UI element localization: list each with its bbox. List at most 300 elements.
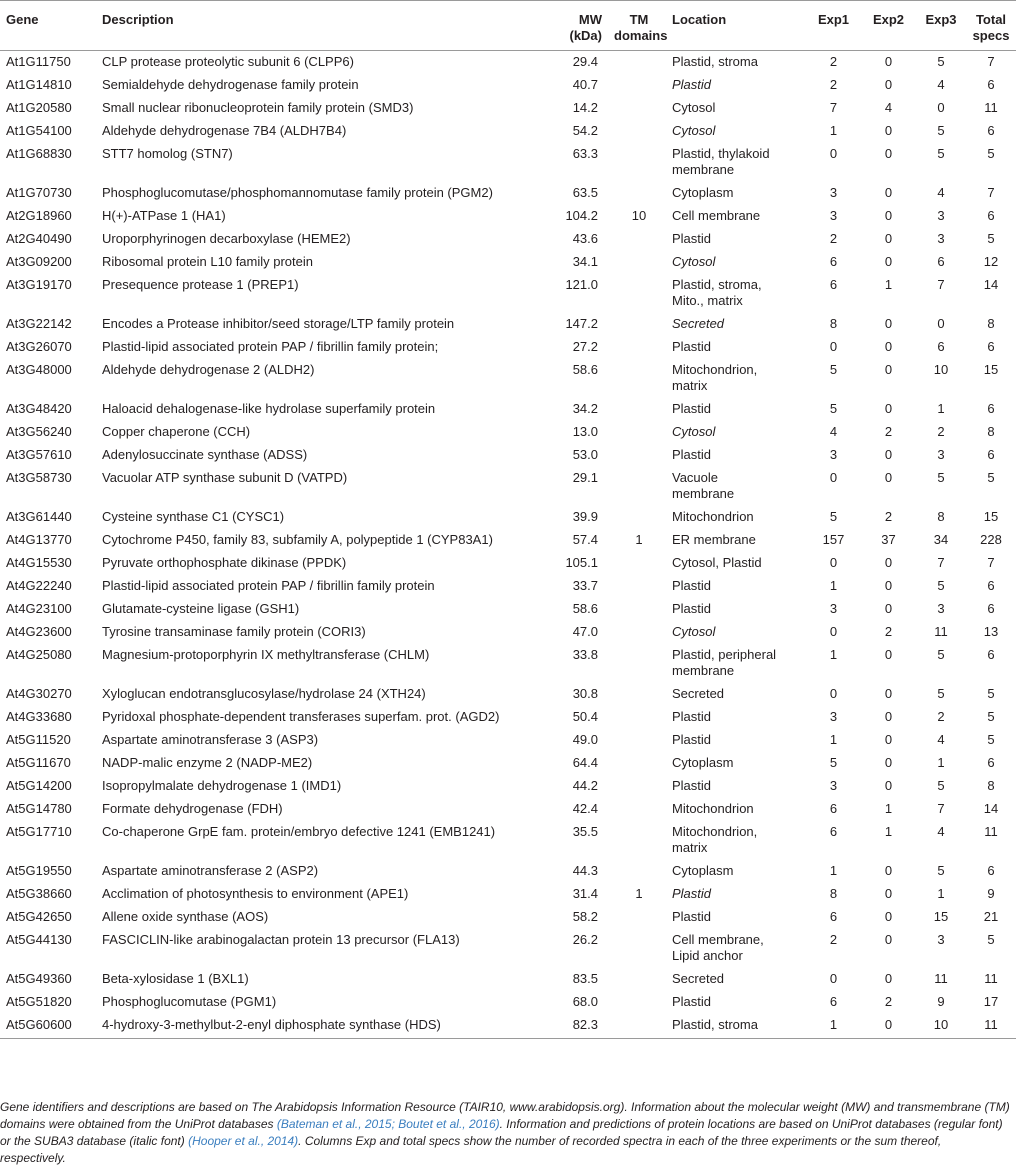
gene-id-cell: At3G57610	[6, 447, 72, 462]
location-cell	[668, 821, 806, 860]
location-cell	[668, 182, 806, 205]
table-row	[0, 683, 1016, 706]
total-specs-cell: 5	[987, 732, 995, 747]
exp3-cell: 9	[937, 994, 945, 1009]
mw-cell: 49.0	[572, 732, 598, 747]
exp1-cell: 1	[829, 863, 838, 878]
description-cell: Formate dehydrogenase (FDH)	[102, 801, 283, 816]
exp1-cell: 0	[829, 971, 838, 986]
description-cell: Aldehyde dehydrogenase 7B4 (ALDH7B4)	[102, 123, 347, 138]
location-line-1: Plastid	[672, 994, 712, 1009]
total-specs-cell: 14	[983, 801, 999, 816]
mw-cell: 34.1	[572, 254, 598, 269]
exp1-cell: 157	[822, 532, 845, 547]
exp3-cell: 4	[937, 77, 945, 92]
exp1-cell: 3	[829, 185, 838, 200]
location-cell	[668, 228, 806, 251]
gene-id-cell: At2G40490	[6, 231, 72, 246]
mw-cell: 147.2	[565, 316, 598, 331]
exp1-cell: 5	[829, 362, 838, 377]
total-specs-cell: 6	[987, 401, 995, 416]
mw-cell: 58.6	[572, 362, 598, 377]
location-text	[672, 447, 711, 462]
exp2-cell: 0	[884, 971, 893, 986]
table-row	[0, 729, 1016, 752]
mw-cell: 39.9	[572, 509, 598, 524]
table-row	[0, 506, 1016, 529]
location-cell	[668, 621, 806, 644]
description-cell: Acclimation of photosynthesis to environment (APE1)	[102, 886, 409, 901]
tm-domains-cell	[610, 421, 668, 444]
exp1-cell: 6	[829, 994, 838, 1009]
location-line-1: Plastid, stroma	[672, 1017, 758, 1032]
description-cell: Plastid-lipid associated protein PAP / fibrillin family protein;	[102, 339, 439, 354]
location-cell	[668, 97, 806, 120]
tm-domains-cell	[610, 1014, 668, 1039]
description-cell: Aspartate aminotransferase 2 (ASP2)	[102, 863, 319, 878]
location-line-1: Secreted	[672, 971, 725, 986]
table-row	[0, 467, 1016, 506]
mw-cell: 63.3	[572, 146, 598, 161]
exp2-cell: 37	[881, 532, 896, 547]
tm-domains-cell	[610, 968, 668, 991]
location-text	[672, 601, 711, 616]
exp1-cell: 0	[829, 146, 838, 161]
mw-cell: 31.4	[572, 886, 598, 901]
gene-id-cell: At3G48000	[6, 362, 72, 377]
tm-domains-cell	[610, 552, 668, 575]
location-cell	[668, 575, 806, 598]
exp3-cell: 4	[937, 732, 945, 747]
gene-id-cell: At5G49360	[6, 971, 72, 986]
total-specs-cell: 5	[987, 231, 995, 246]
exp3-cell: 4	[937, 185, 945, 200]
exp3-cell: 5	[937, 123, 945, 138]
exp1-cell: 2	[829, 54, 838, 69]
mw-cell: 42.4	[572, 801, 598, 816]
exp2-cell: 0	[884, 909, 893, 924]
exp1-cell: 3	[829, 778, 838, 793]
location-cell	[668, 968, 806, 991]
location-line-1: Cytosol	[672, 624, 716, 639]
footnote-reference-1[interactable]: (Bateman et al., 2015; Boutet et al., 2016)	[276, 1117, 500, 1131]
exp2-cell: 1	[884, 801, 893, 816]
table-row	[0, 821, 1016, 860]
location-text	[672, 362, 757, 393]
location-text	[672, 886, 711, 901]
total-specs-cell: 6	[987, 339, 995, 354]
description-cell: Adenylosuccinate synthase (ADSS)	[102, 447, 308, 462]
mw-cell: 27.2	[572, 339, 598, 354]
exp1-cell: 3	[829, 208, 838, 223]
location-line-2: Mito., matrix	[672, 293, 743, 308]
total-specs-cell: 8	[987, 778, 995, 793]
exp2-cell: 0	[884, 231, 893, 246]
exp3-cell: 5	[937, 146, 945, 161]
location-line-1: Plastid	[672, 77, 712, 92]
location-line-1: Plastid	[672, 886, 712, 901]
gene-id-cell: At4G22240	[6, 578, 72, 593]
gene-id-cell: At1G20580	[6, 100, 72, 115]
tm-domains-cell	[610, 821, 668, 860]
location-line-1: Cytosol, Plastid	[672, 555, 762, 570]
table-footnote	[0, 1099, 1010, 1167]
table-row	[0, 205, 1016, 228]
location-cell	[668, 644, 806, 683]
exp1-cell: 6	[829, 277, 838, 292]
table-row	[0, 929, 1016, 968]
exp2-cell: 0	[884, 316, 893, 331]
location-line-1: Plastid	[672, 447, 712, 462]
exp2-cell: 0	[884, 932, 893, 947]
location-line-1: Plastid	[672, 601, 712, 616]
footnote-text-3: . Columns Exp and total specs show the number of recorded spectra in each of the three experiments or the sum thereof, respectively.	[0, 1134, 942, 1165]
exp1-cell: 2	[829, 77, 838, 92]
mw-cell: 44.3	[572, 863, 598, 878]
total-specs-cell: 5	[987, 146, 995, 161]
table-row	[0, 74, 1016, 97]
location-text	[672, 54, 758, 69]
exp1-cell: 8	[829, 316, 838, 331]
exp2-cell: 0	[884, 339, 893, 354]
location-text	[672, 732, 711, 747]
exp3-cell: 5	[937, 863, 945, 878]
exp2-cell: 0	[884, 578, 893, 593]
location-cell	[668, 251, 806, 274]
exp3-cell: 11	[934, 971, 948, 986]
exp2-cell: 0	[884, 601, 893, 616]
table-row	[0, 552, 1016, 575]
description-cell: Tyrosine transaminase family protein (CORI3)	[102, 624, 366, 639]
location-line-2: membrane	[672, 486, 735, 501]
exp3-cell: 4	[937, 824, 945, 839]
location-line-1: Cell membrane,	[672, 932, 764, 947]
location-line-1: ER membrane	[672, 532, 756, 547]
exp3-cell: 10	[933, 362, 949, 377]
location-cell	[668, 752, 806, 775]
location-line-1: Mitochondrion,	[672, 362, 758, 377]
tm-domains-cell: 1	[635, 886, 643, 901]
location-cell	[668, 313, 806, 336]
exp3-cell: 6	[937, 254, 945, 269]
total-specs-cell: 8	[987, 316, 995, 331]
location-text	[672, 231, 711, 246]
exp1-cell: 6	[829, 254, 838, 269]
description-cell: Presequence protease 1 (PREP1)	[102, 277, 299, 292]
mw-cell: 54.2	[572, 123, 598, 138]
table-row	[0, 621, 1016, 644]
tm-domains-cell	[610, 274, 668, 313]
location-line-1: Plastid	[672, 709, 712, 724]
description-cell: Copper chaperone (CCH)	[102, 424, 251, 439]
location-line-1: Plastid, stroma,	[672, 277, 762, 292]
exp1-cell: 5	[829, 509, 838, 524]
gene-id-cell: At5G51820	[6, 994, 72, 1009]
tm-domains-cell	[610, 929, 668, 968]
description-cell: Plastid-lipid associated protein PAP / fibrillin family protein	[102, 578, 435, 593]
exp3-cell: 7	[937, 277, 945, 292]
exp3-cell: 15	[933, 909, 949, 924]
mw-cell: 13.0	[572, 424, 598, 439]
gene-id-cell: At4G23100	[6, 601, 72, 616]
location-cell	[668, 336, 806, 359]
gene-id-cell: At1G54100	[6, 123, 72, 138]
location-text	[672, 909, 711, 924]
exp1-cell: 1	[829, 647, 838, 662]
exp2-cell: 0	[884, 555, 893, 570]
exp2-cell: 0	[861, 1014, 916, 1039]
exp2-cell: 1	[884, 824, 893, 839]
location-line-1: Plastid	[672, 909, 712, 924]
description-cell: Ribosomal protein L10 family protein	[102, 254, 313, 269]
exp2-cell: 0	[884, 54, 893, 69]
location-line-1: Mitochondrion,	[672, 824, 758, 839]
location-text	[672, 424, 715, 439]
gene-id-cell: At3G09200	[6, 254, 72, 269]
location-cell	[668, 775, 806, 798]
description-cell: Xyloglucan endotransglucosylase/hydrolase 24 (XTH24)	[102, 686, 426, 701]
gene-id-cell: At4G23600	[6, 624, 72, 639]
mw-cell: 47.0	[572, 624, 598, 639]
location-text	[672, 932, 764, 963]
total-specs-cell: 11	[984, 824, 998, 839]
location-text	[672, 185, 733, 200]
table-row	[0, 398, 1016, 421]
gene-id-cell: At3G58730	[6, 470, 72, 485]
description-cell: Magnesium-protoporphyrin IX methyltransferase (CHLM)	[102, 647, 430, 662]
exp3-cell: 5	[937, 686, 945, 701]
location-cell	[668, 860, 806, 883]
table-row	[0, 706, 1016, 729]
description-cell: FASCICLIN-like arabinogalactan protein 13 precursor (FLA13)	[102, 932, 460, 947]
location-cell	[668, 398, 806, 421]
location-cell	[668, 552, 806, 575]
description-cell: Pyruvate orthophosphate dikinase (PPDK)	[102, 555, 347, 570]
total-specs-cell: 6	[987, 755, 995, 770]
gene-id-cell: At5G60600	[0, 1014, 98, 1039]
exp1-cell: 0	[829, 686, 838, 701]
exp3-cell: 7	[937, 801, 945, 816]
location-line-1: Cytoplasm	[672, 755, 734, 770]
tm-domains-cell: 1	[635, 532, 643, 547]
exp3-cell: 34	[933, 532, 949, 547]
tm-domains-cell	[610, 51, 668, 75]
exp2-cell: 2	[884, 624, 893, 639]
mw-cell: 58.2	[572, 909, 598, 924]
exp3-cell: 5	[937, 647, 945, 662]
tm-domains-cell: 10	[631, 208, 647, 223]
mw-cell: 121.0	[565, 277, 598, 292]
exp3-cell: 5	[937, 578, 945, 593]
table-row	[0, 336, 1016, 359]
location-cell	[668, 598, 806, 621]
description-cell: Isopropylmalate dehydrogenase 1 (IMD1)	[102, 778, 342, 793]
description-cell: Allene oxide synthase (AOS)	[102, 909, 269, 924]
mw-cell: 33.7	[572, 578, 598, 593]
gene-id-cell: At3G26070	[6, 339, 72, 354]
location-cell	[668, 706, 806, 729]
location-line-1: Cell membrane	[672, 208, 761, 223]
total-specs-cell: 12	[983, 254, 999, 269]
table-row	[0, 143, 1016, 182]
exp2-cell: 4	[884, 100, 893, 115]
location-cell	[668, 1014, 806, 1039]
table-row	[0, 529, 1016, 552]
tm-domains-cell	[610, 775, 668, 798]
tm-domains-cell	[610, 706, 668, 729]
location-text	[672, 316, 724, 331]
gene-id-cell: At4G30270	[6, 686, 72, 701]
location-text	[672, 509, 754, 524]
total-specs-cell: 5	[987, 470, 995, 485]
exp3-cell: 10	[916, 1014, 966, 1039]
location-line-1: Plastid	[672, 401, 712, 416]
description-cell: 4-hydroxy-3-methylbut-2-enyl diphosphate synthase (HDS)	[98, 1014, 538, 1039]
tm-domains-cell	[610, 683, 668, 706]
exp2-cell: 0	[884, 77, 893, 92]
tm-domains-cell	[610, 575, 668, 598]
gene-id-cell: At4G25080	[6, 647, 72, 662]
gene-id-cell: At5G14200	[6, 778, 72, 793]
table-row	[0, 883, 1016, 906]
gene-id-cell: At1G14810	[6, 77, 72, 92]
exp3-cell: 3	[937, 447, 945, 462]
location-line-1: Mitochondrion	[672, 509, 754, 524]
exp2-cell: 0	[884, 123, 893, 138]
description-cell: Aldehyde dehydrogenase 2 (ALDH2)	[102, 362, 315, 377]
exp3-cell: 2	[937, 709, 945, 724]
location-text	[672, 578, 711, 593]
gene-id-cell: At3G48420	[6, 401, 72, 416]
exp1-cell: 3	[829, 447, 838, 462]
total-specs-cell: 228	[980, 532, 1002, 547]
header-gene: Gene	[0, 1, 98, 51]
location-text	[672, 863, 733, 878]
location-cell	[668, 729, 806, 752]
exp1-cell: 5	[829, 755, 838, 770]
tm-domains-cell	[610, 598, 668, 621]
exp3-cell: 7	[937, 555, 945, 570]
total-specs-cell: 11	[984, 100, 998, 115]
location-line-1: Mitochondrion	[672, 801, 754, 816]
mw-cell: 82.3	[538, 1014, 610, 1039]
exp1-cell: 0	[829, 470, 838, 485]
header-description: Description	[98, 1, 538, 51]
mw-cell: 40.7	[572, 77, 598, 92]
mw-cell: 29.4	[572, 54, 598, 69]
location-line-1: Cytoplasm	[672, 863, 734, 878]
location-line-1: Plastid	[672, 339, 712, 354]
tm-domains-cell	[610, 313, 668, 336]
tm-domains-cell	[610, 182, 668, 205]
tm-domains-cell	[610, 398, 668, 421]
exp2-cell: 2	[884, 994, 893, 1009]
location-text	[672, 532, 756, 547]
location-cell	[668, 274, 806, 313]
exp3-cell: 0	[937, 100, 945, 115]
exp1-cell: 5	[829, 401, 838, 416]
gene-id-cell: At5G42650	[6, 909, 72, 924]
exp2-cell: 0	[884, 362, 893, 377]
table-row	[0, 775, 1016, 798]
tm-domains-cell	[610, 991, 668, 1014]
exp2-cell: 0	[884, 709, 893, 724]
table-row	[0, 228, 1016, 251]
tm-domains-cell	[610, 621, 668, 644]
table-row	[0, 598, 1016, 621]
tm-domains-cell	[610, 143, 668, 182]
tm-domains-cell	[610, 74, 668, 97]
location-text	[672, 401, 711, 416]
gene-id-cell: At5G38660	[6, 886, 72, 901]
mw-cell: 68.0	[572, 994, 598, 1009]
footnote-reference-2[interactable]: (Hooper et al., 2014)	[188, 1134, 299, 1148]
header-mw: MW (kDa)	[538, 1, 610, 51]
description-cell: Cysteine synthase C1 (CYSC1)	[102, 509, 285, 524]
location-cell	[668, 421, 806, 444]
total-specs-cell: 7	[987, 185, 995, 200]
exp1-cell: 2	[829, 932, 838, 947]
location-cell	[668, 444, 806, 467]
exp1-cell: 0	[829, 339, 838, 354]
mw-cell: 26.2	[572, 932, 598, 947]
location-text	[672, 824, 757, 855]
mw-cell: 43.6	[572, 231, 598, 246]
exp3-cell: 6	[937, 339, 945, 354]
exp1-cell: 6	[829, 909, 838, 924]
table-row	[0, 575, 1016, 598]
gene-id-cell: At3G22142	[6, 316, 72, 331]
total-specs-cell: 11	[984, 971, 998, 986]
location-line-1: Cytosol	[672, 424, 716, 439]
exp3-cell: 11	[934, 624, 948, 639]
total-specs-cell: 13	[983, 624, 999, 639]
exp1-cell: 0	[829, 555, 838, 570]
location-text	[672, 647, 776, 678]
exp2-cell: 0	[884, 146, 893, 161]
gene-id-cell: At3G56240	[6, 424, 72, 439]
table-row	[0, 968, 1016, 991]
exp3-cell: 1	[937, 401, 945, 416]
location-text	[672, 778, 711, 793]
table-row	[0, 444, 1016, 467]
total-specs-cell: 8	[987, 424, 995, 439]
mw-cell: 64.4	[572, 755, 598, 770]
gene-id-cell: At4G33680	[6, 709, 72, 724]
mw-cell: 105.1	[565, 555, 598, 570]
total-specs-cell: 7	[987, 54, 995, 69]
header-exp1: Exp1	[806, 1, 861, 51]
exp2-cell: 1	[884, 277, 893, 292]
mw-cell: 57.4	[572, 532, 598, 547]
location-text	[672, 555, 762, 570]
total-specs-cell: 6	[987, 578, 995, 593]
exp2-cell: 0	[884, 401, 893, 416]
exp1-cell: 3	[829, 601, 838, 616]
exp2-cell: 0	[884, 185, 893, 200]
location-line-1: Vacuole	[672, 470, 719, 485]
location-line-1: Plastid	[672, 778, 712, 793]
exp2-cell: 0	[884, 732, 893, 747]
table-row	[0, 313, 1016, 336]
location-cell	[668, 991, 806, 1014]
gene-id-cell: At2G18960	[6, 208, 72, 223]
location-cell	[668, 798, 806, 821]
description-cell: Co-chaperone GrpE fam. protein/embryo defective 1241 (EMB1241)	[102, 824, 496, 839]
description-cell: NADP-malic enzyme 2 (NADP-ME2)	[102, 755, 313, 770]
exp2-cell: 0	[884, 863, 893, 878]
tm-domains-cell	[610, 906, 668, 929]
